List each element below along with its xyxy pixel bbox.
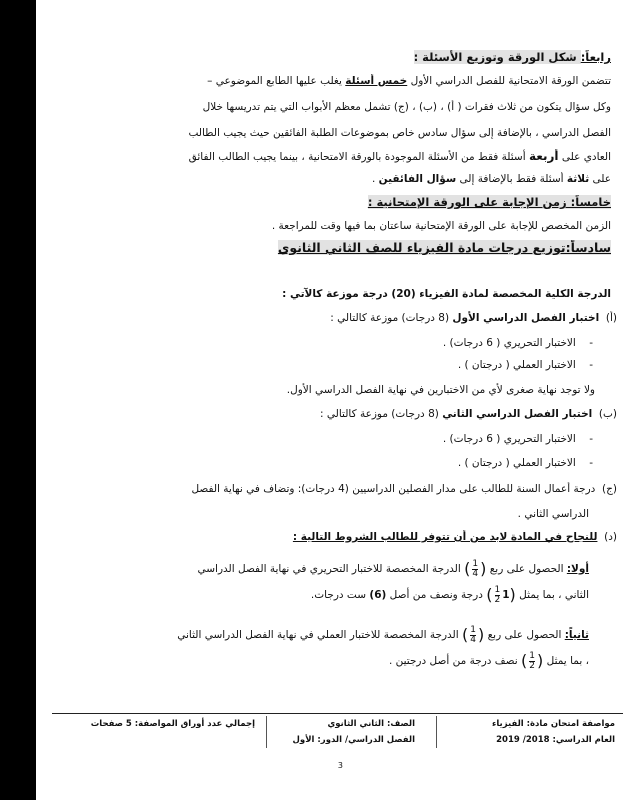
fraction-one-quarter: [470, 626, 476, 645]
part-c-text: درجة أعمال السنة للطالب على مدار الفصلين الدراسيين (4 درجات): وتضاف في نهاية الفصل: [191, 483, 596, 495]
fraction-one-half: [495, 586, 501, 605]
frac-num: 1: [494, 584, 501, 595]
first-l2d: ست درجات.: [310, 589, 370, 601]
section4-title: [62, 50, 611, 65]
frac-den: 2: [529, 660, 536, 671]
footer-separator: [266, 716, 267, 748]
s4-l5e: .: [371, 173, 379, 185]
second-a: الحصول على ربع: [484, 629, 565, 641]
part-c-line2: الدراسي الثاني .: [517, 508, 589, 520]
s4-l4c: أسئلة فقط من الأسئلة الموجودة بالورقة الامتحانية ، بينما يجيب الطالب الفائق: [188, 151, 529, 163]
part-a-note: ولا توجد نهاية صغرى لأي من الاختبارين في نهاية الفصل الدراسي الأول.: [286, 384, 595, 396]
condition-second-line2: ، بما يمثل ( $\frac{1}{2}$ ) نصف درجة من أصل درجتين .: [388, 650, 589, 671]
fraction-one-quarter: [472, 560, 478, 579]
s4-l4b: أربعة: [528, 149, 559, 163]
second-label: ثانياً:: [564, 629, 589, 641]
condition-second-line1: ثانياً: الحصول على ربع ( $\frac{1}{4}$ ) الدرجة المخصصة للاختبار العملي في نهاية الفصل الدراسي الثاني: [177, 624, 589, 645]
fraction-one-half: [529, 652, 535, 671]
frac-num: 1: [470, 624, 476, 635]
section4-title-rest: شكل الورقة وتوزيع الأسئلة :: [413, 50, 581, 64]
part-d-label: (د): [604, 531, 617, 543]
first-a: الحصول على ربع: [486, 563, 567, 575]
s4-l4a: العادي على: [558, 151, 611, 163]
bullet: -: [589, 457, 593, 469]
part-a-label: (أ): [605, 312, 617, 324]
footer-class: الصف: الثاني الثانوي: [327, 719, 415, 729]
part-b-item2-text: الاختبار العملي ( درجتان ) .: [457, 457, 576, 469]
footer-year: العام الدراسي: 2018/ 2019: [496, 735, 615, 745]
part-d-text: للنجاح في المادة لابد من أن تتوفر للطالب الشروط التالية :: [292, 531, 598, 543]
document-page: [36, 0, 637, 800]
part-a-item2: [62, 358, 593, 373]
first-b: الدرجة المخصصة للاختبار التحريري في نهاية الفصل الدراسي: [197, 563, 465, 575]
part-b-heading: [62, 407, 617, 422]
bullet: -: [589, 337, 593, 349]
s4-l1c: يغلب عليها الطابع الموضوعي –: [207, 75, 346, 87]
part-a-bold: اختبار الفصل الدراسي الأول: [452, 312, 600, 324]
footer-term: الفصل الدراسي/ الدور: الأول: [292, 735, 415, 745]
s4-l5a: على: [589, 173, 611, 185]
footer-pages: إجمالي عدد أوراق المواصفة: 5 صفحات: [90, 719, 255, 729]
first-l2c: (6): [369, 589, 387, 601]
second-l2a: ، بما يمثل: [543, 655, 589, 667]
first-label: أولا:: [566, 563, 589, 575]
footer-spec: مواصفة امتحان مادة: الفيزياء: [491, 719, 615, 729]
s4-l5b: ثلاثة: [566, 173, 590, 185]
s4-l5d: سؤال الفائقين: [378, 173, 457, 185]
section6-title-text: سادساً:توزيع درجات مادة الفيزياء للصف الثاني الثانوي: [277, 240, 611, 255]
frac-num: 1: [529, 650, 536, 661]
section4-line1: [62, 74, 611, 89]
s4-l5c: أسئلة فقط بالإضافة إلى: [456, 173, 567, 185]
section4-title-prefix: رابعاً:: [580, 50, 611, 64]
section5-line1: الزمن المخصص للإجابة على الورقة الإمتحانية ساعتان بما فيها وقت للمراجعة .: [271, 220, 611, 232]
part-c-line1: [62, 482, 617, 497]
part-b-label: (ب): [598, 408, 617, 420]
section5-title: [62, 195, 611, 210]
section4-line2: وكل سؤال يتكون من ثلاث فقرات ( أ) ، (ب) ، (ج) تشمل معظم الأبواب التي يتم تدريسها خلال: [202, 101, 611, 113]
part-b-item1: [62, 432, 593, 447]
second-l2b: نصف درجة من أصل درجتين .: [388, 655, 522, 667]
page-number: 3: [337, 761, 343, 770]
part-a-heading: [62, 311, 617, 326]
bullet: -: [589, 359, 593, 371]
frac-num: 1: [472, 558, 479, 569]
part-a-text: (8 درجات) موزعة كالتالي :: [330, 312, 453, 324]
part-c-label: (ج): [602, 483, 617, 495]
part-a-item1-text: الاختبار التحريري ( 6 درجات) .: [442, 337, 576, 349]
part-a-item1: [62, 336, 593, 351]
first-l2a: الثاني ، بما يمثل: [515, 589, 589, 601]
s4-l1a: تتضمن الورقة الامتحانية للفصل الدراسي الأول: [407, 75, 611, 87]
bullet: -: [589, 433, 593, 445]
condition-first-line2: الثاني ، بما يمثل (1 $\frac{1}{2}$ ) درجة ونصف من أصل (6) ست درجات.: [310, 584, 589, 605]
section6-title: [62, 240, 611, 255]
second-b: الدرجة المخصصة للاختبار العملي في نهاية الفصل الدراسي الثاني: [177, 629, 463, 641]
part-b-item1-text: الاختبار التحريري ( 6 درجات) .: [442, 433, 576, 445]
part-b-item2: [62, 456, 593, 471]
frac-den: 4: [470, 634, 476, 645]
mixed-whole: 1: [502, 589, 510, 601]
part-b-text: (8 درجات) موزعة كالتالي :: [320, 408, 443, 420]
section5-title-text: خامساً: زمن الإجابة على الورقة الإمتحانية :: [367, 195, 611, 209]
frac-den: 2: [494, 594, 501, 605]
part-b-bold: اختبار الفصل الدراسي الثاني: [442, 408, 593, 420]
section4-line5: [62, 172, 611, 187]
section4-line3: الفصل الدراسي ، بالإضافة إلى سؤال سادس خاص بموضوعات الطلبة الفائقين حيث يجيب الطالب: [188, 127, 611, 139]
part-a-item2-text: الاختبار العملي ( درجتان ) .: [457, 359, 576, 371]
condition-first-line1: أولا: الحصول على ربع ( $\frac{1}{4}$ ) الدرجة المخصصة للاختبار التحريري في نهاية الفصل الدراسي: [197, 558, 589, 579]
frac-den: 4: [472, 568, 479, 579]
part-d-heading: [62, 530, 617, 545]
footer-divider: [52, 713, 623, 714]
section6-intro: الدرجة الكلية المخصصة لمادة الفيزياء (20) درجة موزعة كالآتي :: [282, 288, 611, 300]
footer-separator: [436, 716, 437, 748]
s4-l1b: خمس أسئلة: [345, 75, 408, 87]
first-l2b: درجة ونصف من أصل: [386, 589, 487, 601]
section4-line4: [62, 149, 611, 165]
